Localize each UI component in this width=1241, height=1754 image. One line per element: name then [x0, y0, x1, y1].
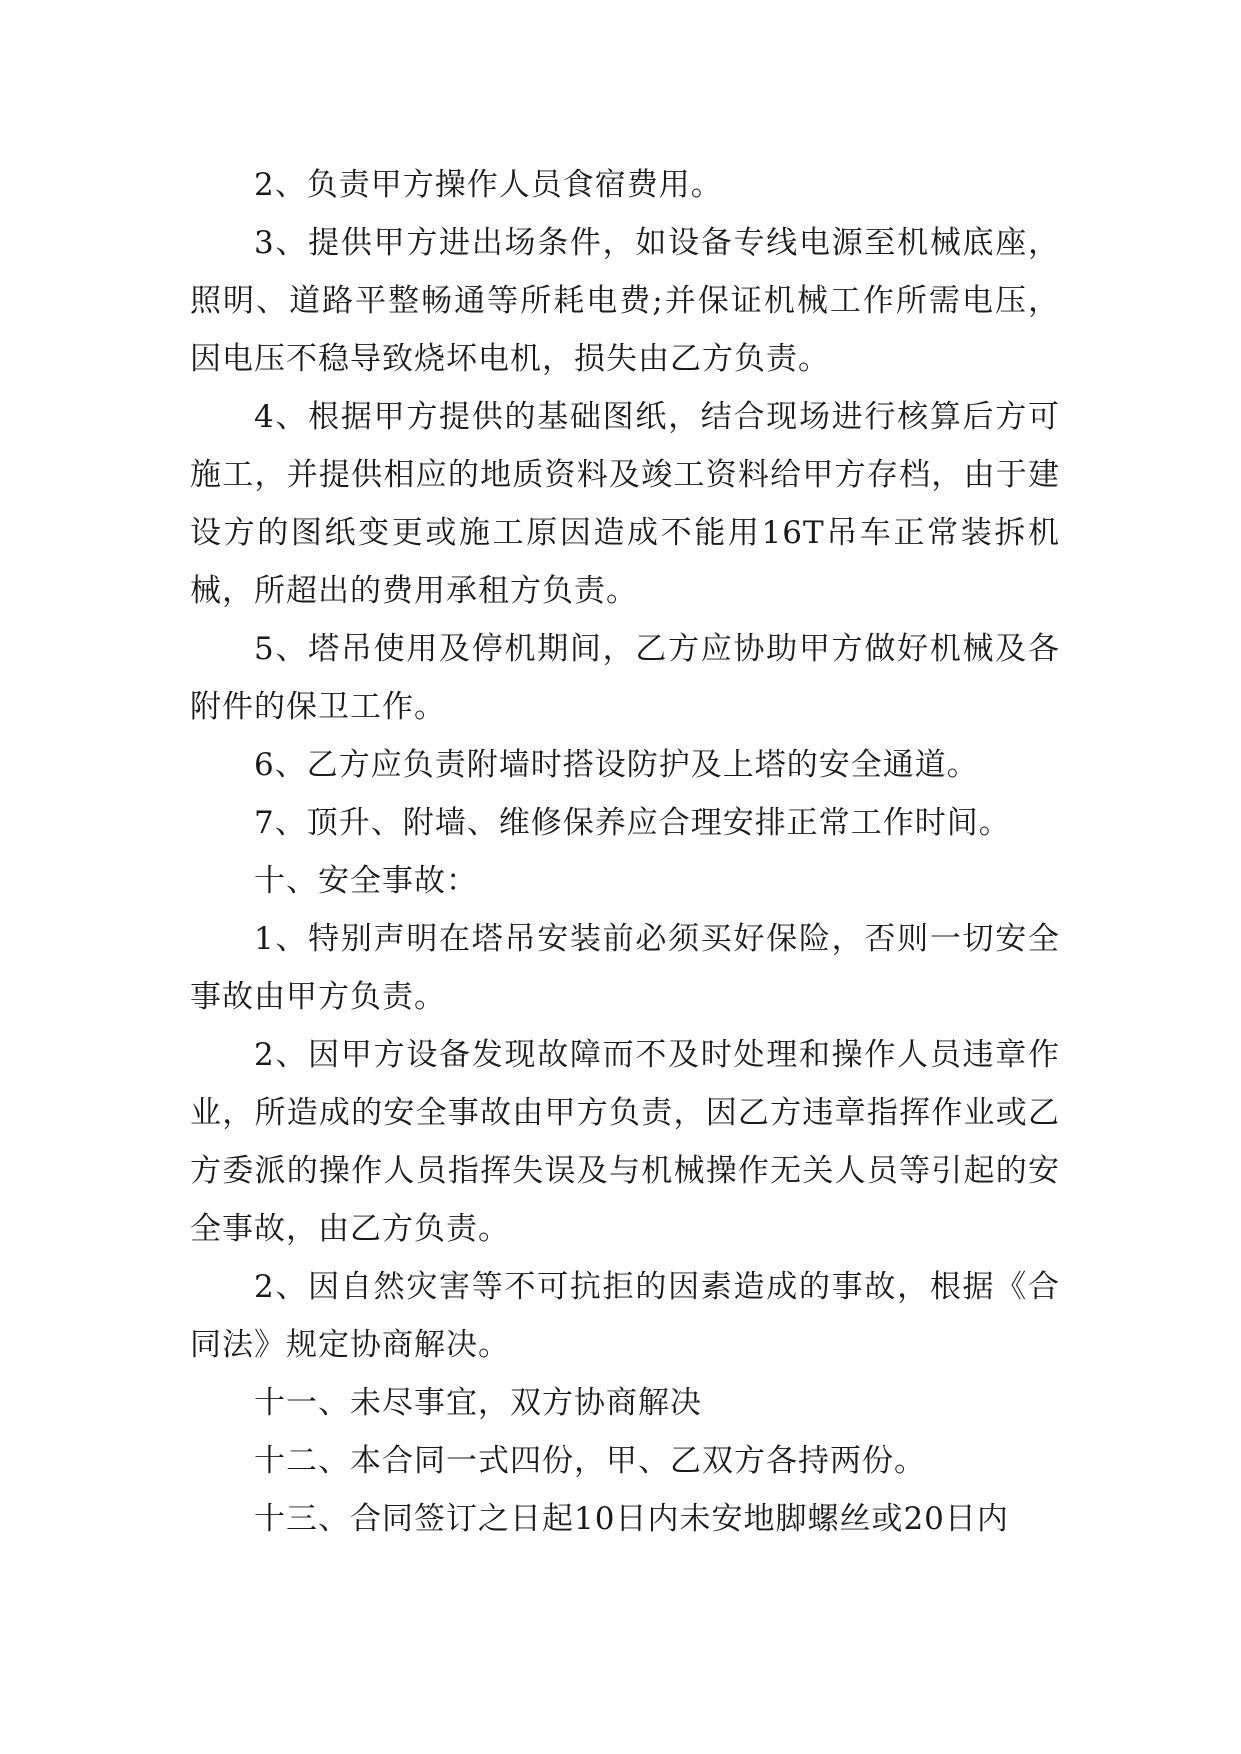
document-body	[190, 156, 1060, 1548]
paragraph-foundation-drawings: 4、根据甲方提供的基础图纸，结合现场进行核算后方可施工，并提供相应的地质资料及竣工资料给甲方存档，由于建设方的图纸变更或施工原因造成不能用16T吊车正常装拆机械，所超出的费用承租方负责。	[190, 399, 1060, 609]
paragraph-insurance: 1、特别声明在塔吊安装前必须买好保险，否则一切安全事故由甲方负责。	[190, 921, 1060, 1015]
paragraph-meals-cost: 2、负责甲方操作人员食宿费用。	[254, 167, 723, 203]
paragraph-maintenance-time: 7、顶升、附墙、维修保养应合理安排正常工作时间。	[254, 805, 1011, 841]
paragraph-copies: 十二、本合同一式四份，甲、乙双方各持两份。	[254, 1443, 926, 1479]
paragraph-site-conditions: 3、提供甲方进出场条件，如设备专线电源至机械底座，照明、道路平整畅通等所耗电费;并保证机械工作所需电压，因电压不稳导致烧坏电机，损失由乙方负责。	[190, 225, 1060, 377]
paragraph-unresolved-matters: 十一、未尽事宜，双方协商解决	[254, 1385, 702, 1421]
paragraph-signing-deadline: 十三、合同签订之日起10日内未安地脚螺丝或20日内	[254, 1501, 1009, 1537]
paragraph-force-majeure: 2、因自然灾害等不可抗拒的因素造成的事故，根据《合同法》规定协商解决。	[190, 1269, 1060, 1363]
paragraph-security-work: 5、塔吊使用及停机期间，乙方应协助甲方做好机械及各附件的保卫工作。	[190, 631, 1060, 725]
section-heading-safety-accidents: 十、安全事故：	[254, 863, 478, 899]
paragraph-accident-liability: 2、因甲方设备发现故障而不及时处理和操作人员违章作业，所造成的安全事故由甲方负责，因乙方违章指挥作业或乙方委派的操作人员指挥失误及与机械操作无关人员等引起的安全事故，由乙方负责。	[190, 1037, 1060, 1247]
paragraph-safety-passage: 6、乙方应负责附墙时搭设防护及上塔的安全通道。	[254, 747, 979, 783]
